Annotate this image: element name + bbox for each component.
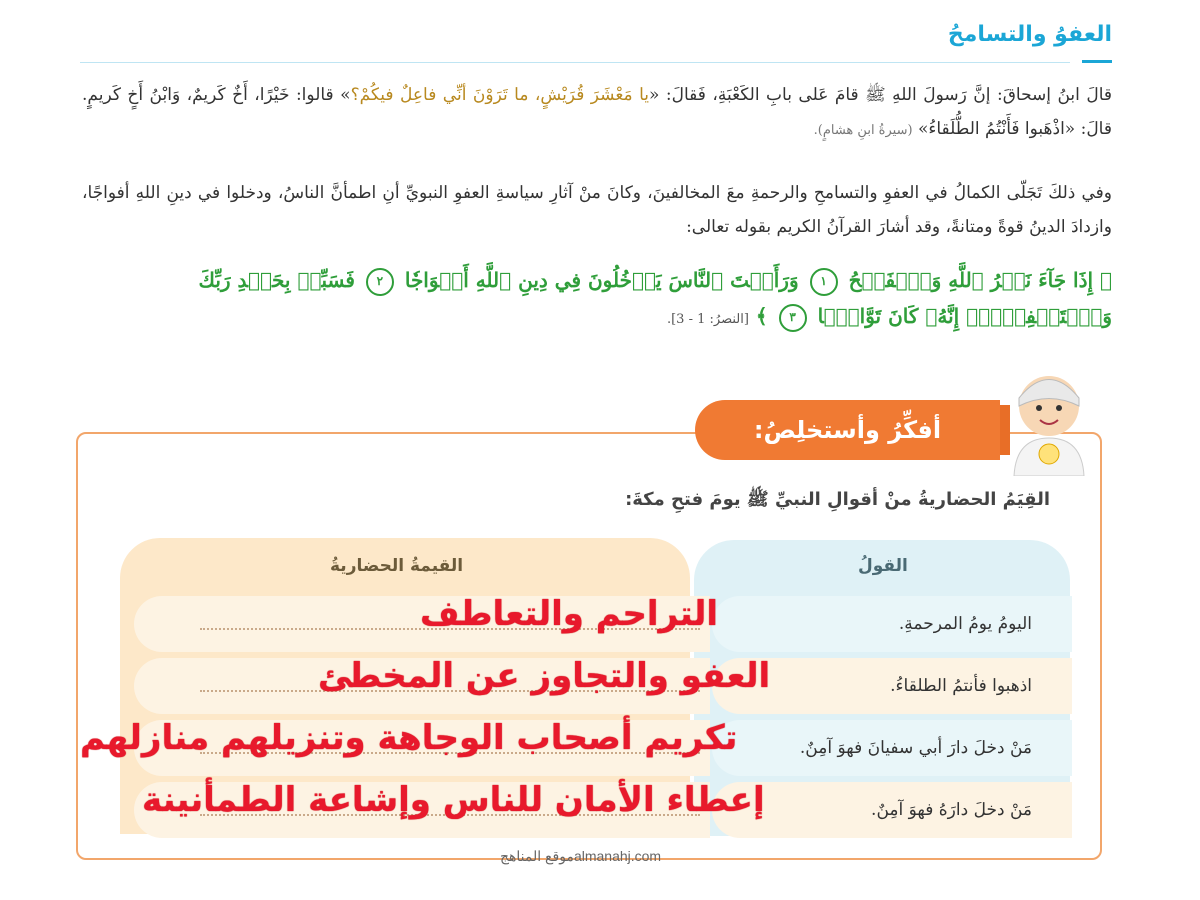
handwritten-answer: إعطاء الأمان للناس وإشاعة الطمأنينة (142, 780, 765, 820)
title-underline (1082, 60, 1112, 63)
saying-column-header: القولُ (858, 556, 908, 576)
explanation-paragraph: وفي ذلكَ تَجَلّى الكمالُ في العفوِ والتسامحِ والرحمةِ معَ المخالفينَ، وكانَ منْ آثارِ سياسةِ العفوِ النبويِّ أنِ اطمأنَّ الناسُ، ودخلوا في دينِ اللهِ أفواجًا، وازدادَ الدينُ قوةً ومتانةً، وقد أشارَ القرآنُ الكريم بقوله تعالى: (82, 183, 1112, 237)
header-divider (80, 62, 1070, 63)
lesson-title: العفوُ والتسامحُ (947, 22, 1112, 47)
table-row (80, 718, 1070, 778)
saying-cell (712, 782, 1072, 838)
hadith-paragraph (82, 78, 1112, 148)
table-row (120, 594, 1070, 654)
handwritten-answer: العفو والتجاوز عن المخطئ (318, 656, 771, 696)
saying-cell (712, 596, 1072, 652)
saying-cell (712, 720, 1072, 776)
student-illustration-icon (994, 366, 1104, 476)
value-column-header: القيمةُ الحضاريةُ (330, 556, 464, 576)
table-row (120, 656, 1070, 716)
site-watermark: almanahj.comموقع المناهج (500, 848, 662, 864)
quran-verses (82, 262, 1112, 338)
hadith-intro: قالَ ابنُ إسحاقَ: إنَّ رَسولَ اللهِ ﷺ قامَ عَلى بابِ الكَعْبَةِ، فَقالَ: « (649, 85, 1113, 105)
ayah-marker-2: ٢ (366, 268, 394, 296)
table-row (120, 780, 1070, 840)
quran-reference: [النصرُ: 1 - 3]. (666, 312, 749, 327)
think-banner: أفكِّرُ وأستخلِصُ: (695, 400, 1000, 460)
ayah-marker-1: ١ (810, 268, 838, 296)
hadith-source: (سيرةُ ابنِ هشامٍ). (813, 123, 913, 138)
handwritten-answer: تكريم أصحاب الوجاهة وتنزيلهم منازلهم (80, 718, 738, 758)
verse-3: فَسَبِّحۡ بِحَمۡدِ رَبِّكَ وَٱسۡتَغۡفِرۡهُۚ إِنَّهُۥ كَانَ تَوَّابَۢا (198, 268, 1112, 328)
verse-close: ﴾ (755, 304, 768, 328)
hadith-reply: » قالوا: خَيْرًا، أَخٌ كَريمٌ، وَابْنُ أَخٍ كَريمٍ. قالَ: «اذْهَبوا فَأَنْتُمُ الطُّلَقاءُ» (82, 85, 1112, 139)
verse-1: ﴿ إِذَا جَآءَ نَصۡرُ ٱللَّهِ وَٱلۡفَتۡحُ (848, 268, 1112, 292)
hadith-quote: يا مَعْشَرَ قُرَيْشٍ، ما تَرَوْنَ أنِّي فاعِلٌ فيكُمْ؟ (350, 85, 650, 105)
ayah-marker-3: ٣ (779, 304, 807, 332)
handwritten-answer: التراحم والتعاطف (420, 594, 719, 634)
activity-heading: القِيَمُ الحضاريةُ منْ أقوالِ النبيِّ ﷺ يومَ فتحِ مكةَ: (625, 489, 1050, 510)
saying-text: اذهبوا فأنتمُ الطلقاءُ. (890, 676, 1032, 696)
verse-2: وَرَأَيۡتَ ٱلنَّاسَ يَدۡخُلُونَ فِي دِينِ ٱللَّهِ أَفۡوَاجٗا (404, 268, 799, 292)
saying-text: مَنْ دخلَ دارَ أبي سفيانَ فهوَ آمِنٌ. (799, 738, 1032, 758)
saying-text: مَنْ دخلَ دارَهُ فهوَ آمِنٌ. (871, 800, 1032, 820)
saying-text: اليومُ يومُ المرحمةِ. (898, 614, 1032, 634)
